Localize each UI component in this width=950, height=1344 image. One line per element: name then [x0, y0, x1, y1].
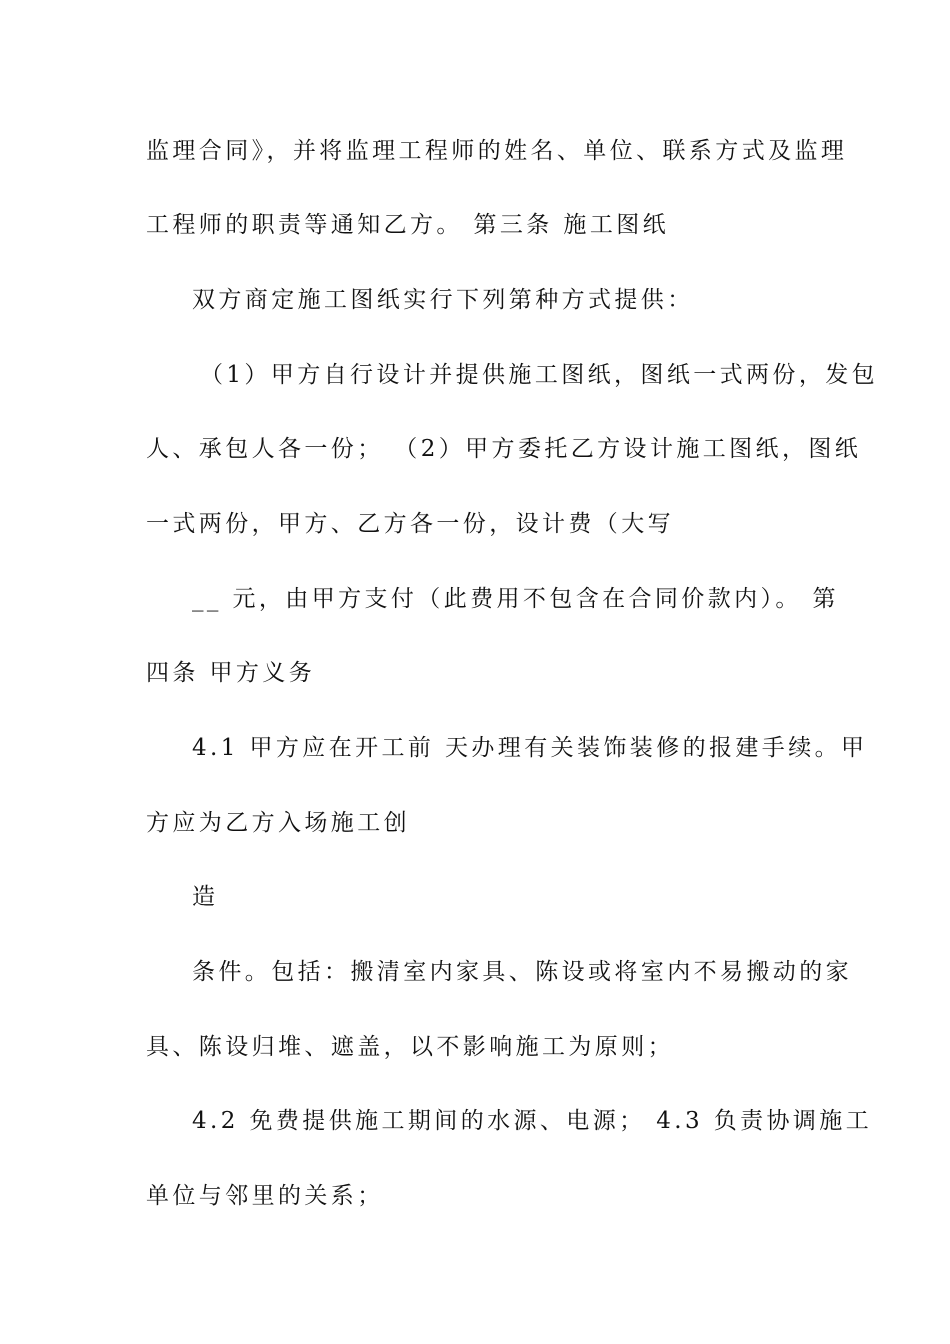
text-line: 造 [192, 884, 219, 910]
text-line: 四条 甲方义务 [146, 660, 316, 686]
text-line: 条件。包括：搬清室内家具、陈设或将室内不易搬动的家 [192, 959, 852, 985]
text-line: __ 元，由甲方支付（此费用不包含在合同价款内）。 第 [192, 586, 839, 612]
text-line: 双方商定施工图纸实行下列第种方式提供： [192, 287, 694, 313]
text-line: 监理合同》，并将监理工程师的姓名、单位、联系方式及监理 [146, 138, 848, 164]
text-line: （1）甲方自行设计并提供施工图纸，图纸一式两份，发包 [200, 362, 879, 388]
text-line: 人、承包人各一份； （2）甲方委托乙方设计施工图纸，图纸 [146, 436, 862, 462]
text-line: 方应为乙方入场施工创 [146, 810, 410, 836]
text-line: 具、陈设归堆、遮盖，以不影响施工为原则； [146, 1034, 674, 1060]
text-line: 4.1 甲方应在开工前 天办理有关装饰装修的报建手续。甲 [192, 735, 868, 761]
text-line: 4.2 免费提供施工期间的水源、电源； 4.3 负责协调施工 [192, 1108, 873, 1134]
text-line: 工程师的职责等通知乙方。 第三条 施工图纸 [146, 212, 670, 238]
text-line: 单位与邻里的关系； [146, 1183, 384, 1209]
text-line: 一式两份，甲方、乙方各一份，设计费（大写 [146, 511, 674, 537]
